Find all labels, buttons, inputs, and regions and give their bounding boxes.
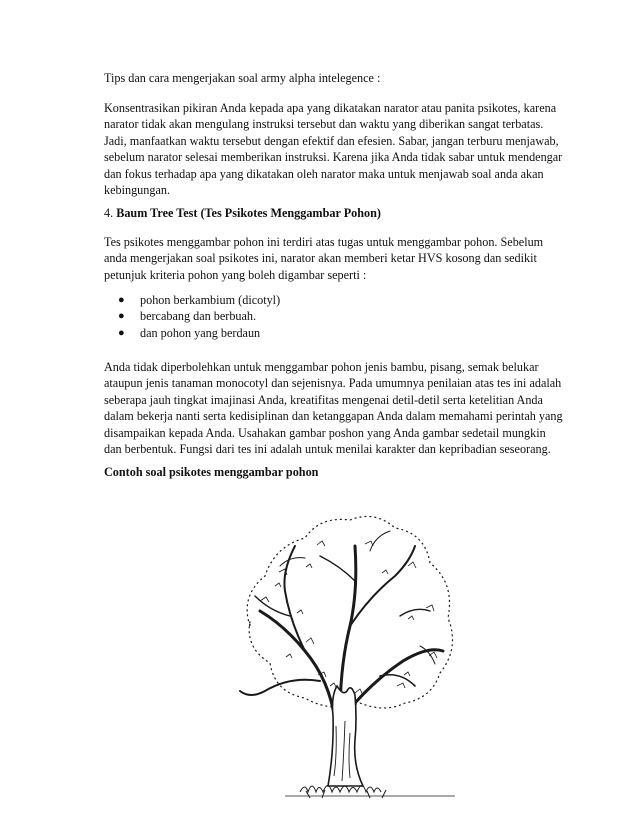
text-line: dalam bekerja nanti serta kedisiplinan dan ketanggapan Anda dalam memahami perintah yang <box>104 409 563 424</box>
text-line: Jadi, manfaatkan waktu tersebut dengan efektif dan efesien. Sabar, jangan terburu menjawab, <box>104 133 559 148</box>
list-item-text: bercabang dan berbuah. <box>140 309 257 324</box>
text-line: seberapa jauh tingkat imajinasi Anda, kreatifitas mengenai detil-detil serta ketelitian Anda <box>104 392 543 407</box>
text-line: disampaikan kepada Anda. Usahakan gambar poshon yang Anda gambar sedetail mungkin <box>104 425 546 440</box>
text-line: dan fokus terhadap apa yang dikatakan oleh narator maka untuk menjawab soal anda akan <box>104 166 544 181</box>
example-heading: Contoh soal psikotes menggambar pohon <box>104 465 319 479</box>
paragraph-task-description <box>104 234 556 283</box>
list-item <box>104 308 556 324</box>
grass-ground <box>285 786 455 799</box>
paragraph-focus-instructions <box>104 100 563 198</box>
text-line: Tes psikotes menggambar pohon ini terdiri atas tugas untuk menggambar pohon. Sebelum <box>104 235 544 249</box>
text-line: narator tidak akan mengulang instruksi tersebut dan waktu yang diberikan sangat terbatas. <box>104 117 544 132</box>
list-item <box>104 325 556 341</box>
intro-line: Tips dan cara mengerjakan soal army alpha intelegence : <box>104 71 381 85</box>
text-line: dan berbentuk. Fungsi dari tes ini adalah untuk menilai karakter dan kepribadian seseorang. <box>104 442 551 457</box>
text-line: sebelum narator selesai memberikan instruksi. Karena jika Anda tidak sabar untuk mendengar <box>104 150 563 165</box>
text-line: ataupun jenis tanaman monocotyl dan sejenisnya. Pada umumnya penilaian atas tes ini adalah <box>104 376 562 391</box>
criteria-list <box>104 292 556 341</box>
text-line: kebingungan. <box>104 183 171 198</box>
list-item-text: dan pohon yang berdaun <box>140 325 261 340</box>
text-line: petunjuk kriteria pohon yang boleh digambar seperti : <box>104 267 367 282</box>
bullet-icon: ● <box>118 310 125 323</box>
section-number: 4. <box>104 206 114 220</box>
text-line: Konsentrasikan pikiran Anda kepada apa yang dikatakan narator atau panita psikotes, karena <box>104 101 557 115</box>
paragraph-rules <box>104 359 563 457</box>
list-item-text: pohon berkambium (dicotyl) <box>140 293 281 307</box>
text-line: anda mengerjakan soal psikotes ini, narator akan memberi ketar HVS kosong dan sedikit <box>104 251 537 266</box>
bullet-icon: ● <box>118 326 125 339</box>
text-line: Anda tidak diperbolehkan untuk menggambar pohon jenis bambu, pisang, semak belukar <box>104 360 539 374</box>
section-title: Baum Tree Test (Tes Psikotes Menggambar Pohon) <box>116 206 381 220</box>
bullet-icon: ● <box>118 294 125 306</box>
section-heading <box>104 205 556 221</box>
tree-drawing-illustration <box>220 506 460 802</box>
list-item <box>104 292 556 308</box>
